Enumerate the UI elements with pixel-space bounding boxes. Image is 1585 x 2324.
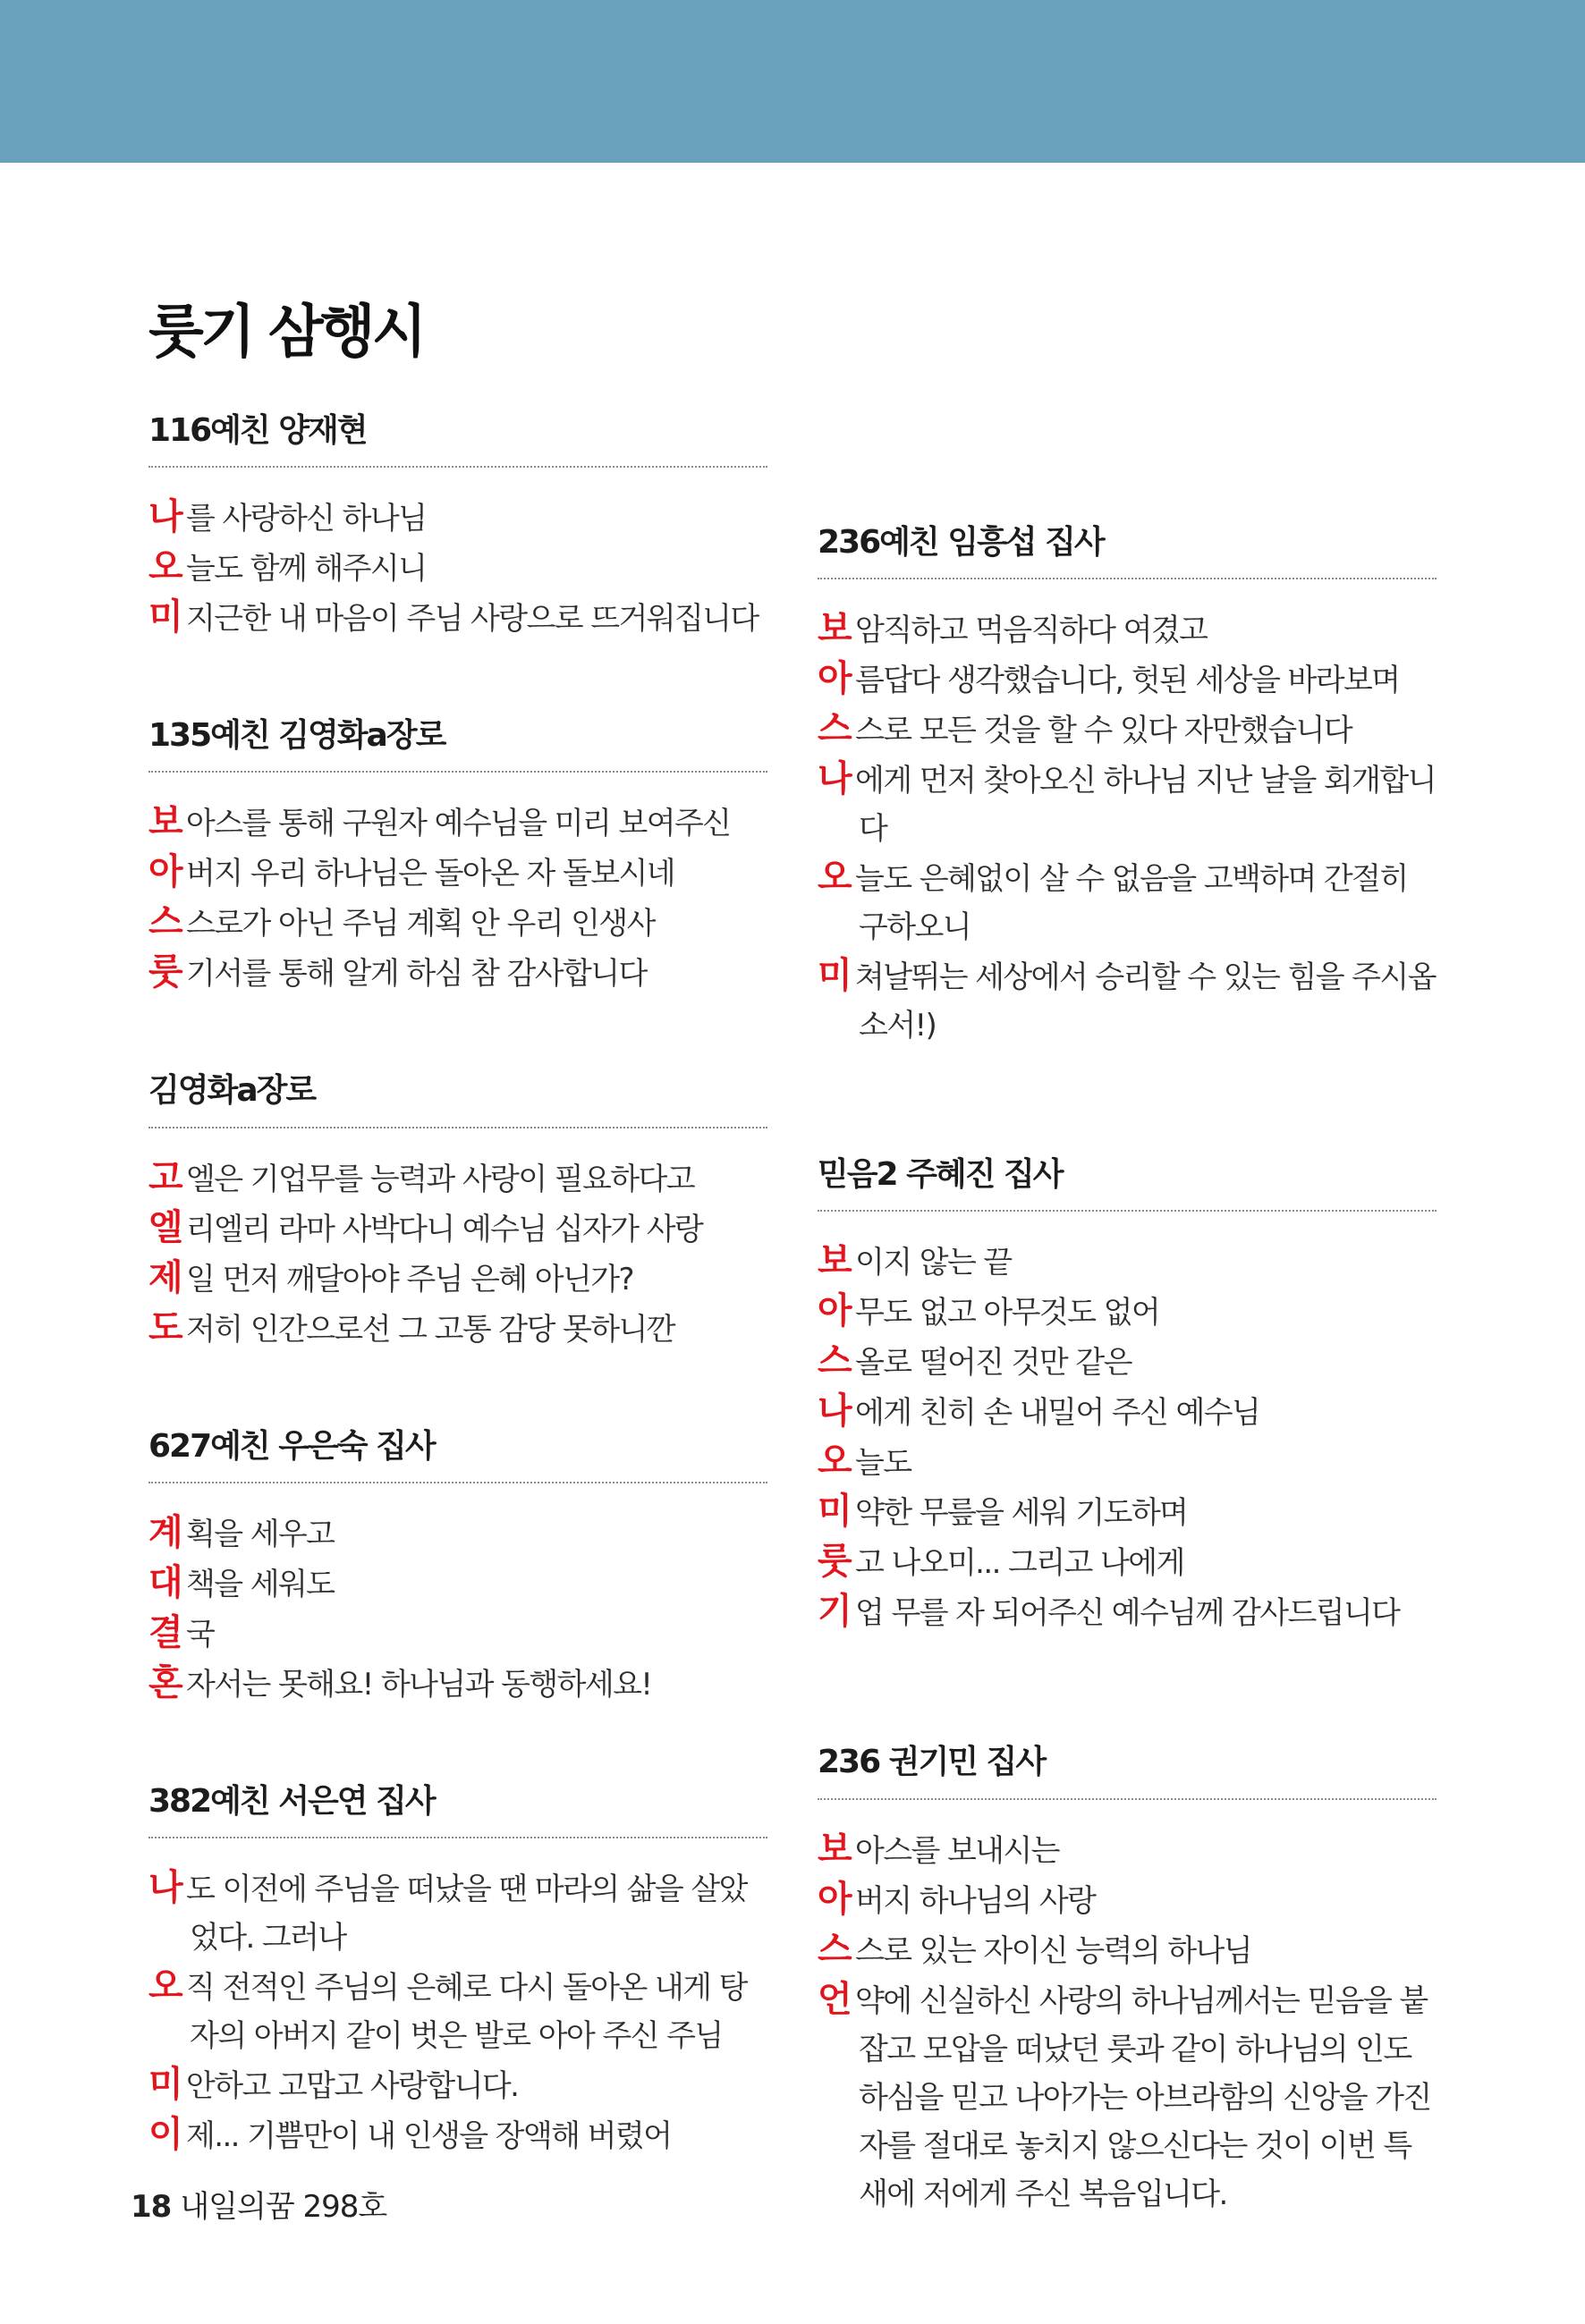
acrostic-initial: 나	[818, 758, 852, 800]
poem-line-text: 직 전적인 주님의 은혜로 다시 돌아온 내게 탕자의 아버지 같이 벗은 발로 아아 주신 주님	[186, 1969, 747, 2054]
poem-line	[148, 593, 767, 643]
poem-line	[818, 1587, 1437, 1637]
poem-line	[818, 1287, 1437, 1337]
poem-line	[818, 655, 1437, 705]
poem-block	[148, 716, 767, 998]
poem-line	[148, 543, 767, 593]
poem-line	[148, 1962, 767, 2060]
acrostic-initial: 나	[148, 1866, 183, 1908]
poem-line-text: 아스를 보내시는	[855, 1832, 1059, 1869]
acrostic-initial: 스	[818, 1928, 852, 1970]
acrostic-initial: 보	[148, 801, 183, 843]
poem-line-text: 늘도 함께 해주시니	[186, 551, 427, 587]
poem-line	[818, 705, 1437, 755]
poem-line-text: 엘은 기업무를 능력과 사랑이 필요하다고	[186, 1161, 694, 1197]
poem-line-text: 스로 모든 것을 할 수 있다 자만했습니다	[855, 713, 1352, 749]
acrostic-initial: 고	[148, 1156, 183, 1198]
poem-lines	[148, 493, 767, 643]
poem-author-header: 236예친 임흥섭 집사	[818, 523, 1437, 579]
acrostic-initial: 스	[818, 1340, 852, 1382]
poem-line	[148, 898, 767, 948]
acrostic-initial: 룻	[148, 951, 183, 993]
poem-line	[148, 1609, 767, 1659]
poem-line-text: 자서는 못해요! 하나님과 동행하세요!	[186, 1666, 652, 1703]
poem-line	[818, 951, 1437, 1050]
poem-line	[148, 1154, 767, 1204]
poem-line-text: 일 먼저 깨달아야 주님 은혜 아닌가?	[186, 1261, 633, 1297]
poem-line-text: 름답다 생각했습니다, 헛된 세상을 바라보며	[855, 663, 1400, 699]
poem-line-text: 에게 먼저 찾아오신 하나님 지난 날을 회개합니다	[855, 763, 1436, 848]
poem-block	[148, 1071, 767, 1353]
acrostic-initial: 룻	[818, 1541, 852, 1583]
poem-line	[148, 1863, 767, 1962]
poem-line-text: 를 사랑하신 하나님	[186, 501, 427, 537]
poem-line	[818, 755, 1437, 853]
acrostic-initial: 스	[148, 901, 183, 943]
poem-block	[818, 523, 1437, 1050]
acrostic-initial: 나	[818, 1390, 852, 1432]
poem-line-text: 업 무를 자 되어주신 예수님께 감사드립니다	[855, 1595, 1400, 1632]
poem-author-header: 135예친 김영화a장로	[148, 716, 767, 773]
poem-line-text: 무도 없고 아무것도 없어	[855, 1295, 1160, 1331]
poem-line-text: 도 이전에 주님을 떠났을 땐 마라의 삶을 살았었다. 그러나	[186, 1871, 747, 1956]
poem-lines	[148, 798, 767, 998]
acrostic-initial: 스	[818, 708, 852, 750]
acrostic-initial: 오	[818, 857, 852, 899]
poem-line-text: 올로 떨어진 것만 같은	[855, 1345, 1132, 1382]
poem-line	[818, 1387, 1437, 1437]
poem-line-text: 에게 친히 손 내밀어 주신 예수님	[855, 1395, 1260, 1432]
poem-lines	[148, 1508, 767, 1709]
right-column	[818, 523, 1437, 2324]
poem-line	[818, 604, 1437, 655]
poem-line-text: 버지 하나님의 사랑	[855, 1882, 1096, 1919]
poem-line	[818, 1237, 1437, 1287]
acrostic-initial: 미	[818, 955, 852, 997]
poem-author-header: 김영화a장로	[148, 1071, 767, 1128]
poem-block	[818, 1155, 1437, 1637]
poem-line	[148, 1204, 767, 1254]
poem-line-text: 지근한 내 마음이 주님 사랑으로 뜨거워집니다	[186, 601, 759, 638]
acrostic-initial: 아	[818, 658, 852, 700]
acrostic-initial: 미	[818, 1491, 852, 1533]
poem-line-text: 암직하고 먹음직하다 여겼고	[855, 613, 1208, 649]
page-title: 룻기 삼행시	[148, 300, 424, 366]
poem-line	[148, 948, 767, 998]
left-column	[148, 411, 767, 2234]
poem-block	[148, 411, 767, 643]
poem-author-header: 236 권기민 집사	[818, 1743, 1437, 1799]
acrostic-initial: 엘	[148, 1206, 183, 1248]
page-footer	[131, 2182, 386, 2226]
acrostic-initial: 오	[148, 546, 183, 588]
poem-line	[818, 853, 1437, 951]
acrostic-initial: 아	[148, 851, 183, 893]
acrostic-initial: 아	[818, 1290, 852, 1332]
poem-line	[818, 1487, 1437, 1537]
poem-lines	[818, 604, 1437, 1050]
poem-line	[148, 848, 767, 898]
poem-block	[148, 1427, 767, 1709]
acrostic-initial: 대	[148, 1561, 183, 1603]
poem-line	[148, 1508, 767, 1559]
poem-line	[148, 2060, 767, 2110]
acrostic-initial: 미	[148, 2063, 183, 2105]
acrostic-initial: 오	[818, 1441, 852, 1483]
poem-block	[148, 1782, 767, 2160]
poem-line-text: 저히 인간으로선 그 고통 감당 못하니깐	[186, 1311, 674, 1348]
poem-line-text: 제... 기쁨만이 내 인생을 장액해 버렸어	[186, 2117, 672, 2154]
poem-line	[818, 1825, 1437, 1875]
poem-author-header: 627예친 우은숙 집사	[148, 1427, 767, 1483]
poem-line	[818, 1925, 1437, 1975]
poem-lines	[818, 1237, 1437, 1637]
acrostic-initial: 기	[818, 1591, 852, 1633]
poem-author-header: 382예친 서은연 집사	[148, 1782, 767, 1838]
page-number: 18	[131, 2189, 172, 2225]
poem-block	[818, 1743, 1437, 2218]
poem-lines	[818, 1825, 1437, 2218]
poem-author-header: 믿음2 주혜진 집사	[818, 1155, 1437, 1212]
poem-line-text: 기서를 통해 알게 하심 참 감사합니다	[186, 956, 647, 993]
poem-line-text: 약한 무릎을 세워 기도하며	[855, 1495, 1188, 1532]
poem-line	[148, 1304, 767, 1354]
magazine-issue: 내일의꿈 298호	[180, 2189, 387, 2225]
poem-line-text: 고 나오미... 그리고 나에게	[855, 1545, 1184, 1582]
acrostic-initial: 오	[148, 1965, 183, 2007]
poem-line	[148, 798, 767, 848]
poem-line	[818, 1875, 1437, 1925]
acrostic-initial: 보	[818, 1240, 852, 1282]
poem-line-text: 늘도 은혜없이 살 수 없음을 고백하며 간절히 구하오니	[855, 861, 1408, 946]
poem-line-text: 이지 않는 끝	[855, 1245, 1012, 1281]
poem-author-header: 116예친 양재현	[148, 411, 767, 468]
poem-line	[148, 2110, 767, 2160]
acrostic-initial: 미	[148, 596, 183, 638]
top-color-band	[0, 0, 1585, 163]
acrostic-initial: 제	[148, 1256, 183, 1298]
acrostic-initial: 혼	[148, 1661, 183, 1703]
acrostic-initial: 도	[148, 1306, 183, 1348]
acrostic-initial: 이	[148, 2113, 183, 2155]
acrostic-initial: 언	[818, 1978, 852, 2020]
poem-line-text: 책을 세워도	[186, 1566, 335, 1602]
acrostic-initial: 보	[818, 608, 852, 650]
poem-line-text: 아스를 통해 구원자 예수님을 미리 보여주신	[186, 806, 731, 842]
acrostic-initial: 나	[148, 496, 183, 538]
poem-line	[818, 1537, 1437, 1587]
acrostic-initial: 보	[818, 1828, 852, 1870]
poem-line	[148, 1659, 767, 1709]
poem-line	[148, 1559, 767, 1609]
poem-line-text: 안하고 고맙고 사랑합니다.	[186, 2067, 519, 2104]
poem-line-text: 스로가 아닌 주님 계획 안 우리 인생사	[186, 906, 655, 942]
poem-line	[148, 1254, 767, 1304]
acrostic-initial: 결	[148, 1611, 183, 1653]
poem-lines	[148, 1863, 767, 2160]
poem-line-text: 늘도	[855, 1445, 911, 1482]
poem-line-text: 국	[186, 1616, 215, 1652]
poem-line-text: 획을 세우고	[186, 1516, 335, 1552]
poem-line-text: 버지 우리 하나님은 돌아온 자 돌보시네	[186, 856, 674, 892]
acrostic-initial: 계	[148, 1511, 183, 1553]
poem-line	[148, 493, 767, 543]
acrostic-initial: 아	[818, 1878, 852, 1920]
poem-line	[818, 1975, 1437, 2218]
poem-line-text: 리엘리 라마 사박다니 예수님 십자가 사랑	[186, 1211, 703, 1247]
poem-line-text: 스로 있는 자이신 능력의 하나님	[855, 1932, 1252, 1969]
poem-lines	[148, 1154, 767, 1354]
poem-line-text: 약에 신실하신 사랑의 하나님께서는 믿음을 붙잡고 모압을 떠났던 룻과 같이 하나님의 인도하심을 믿고 나아가는 아브라함의 신앙을 가진 자를 절대로 놓치지 않으신다는 것이 이번 특새에 저에게 주신 복음입니다.	[855, 1982, 1431, 2212]
poem-line	[818, 1337, 1437, 1387]
poem-line-text: 쳐날뛰는 세상에서 승리할 수 있는 힘을 주시옵소서!)	[855, 959, 1436, 1044]
poem-line	[818, 1437, 1437, 1487]
